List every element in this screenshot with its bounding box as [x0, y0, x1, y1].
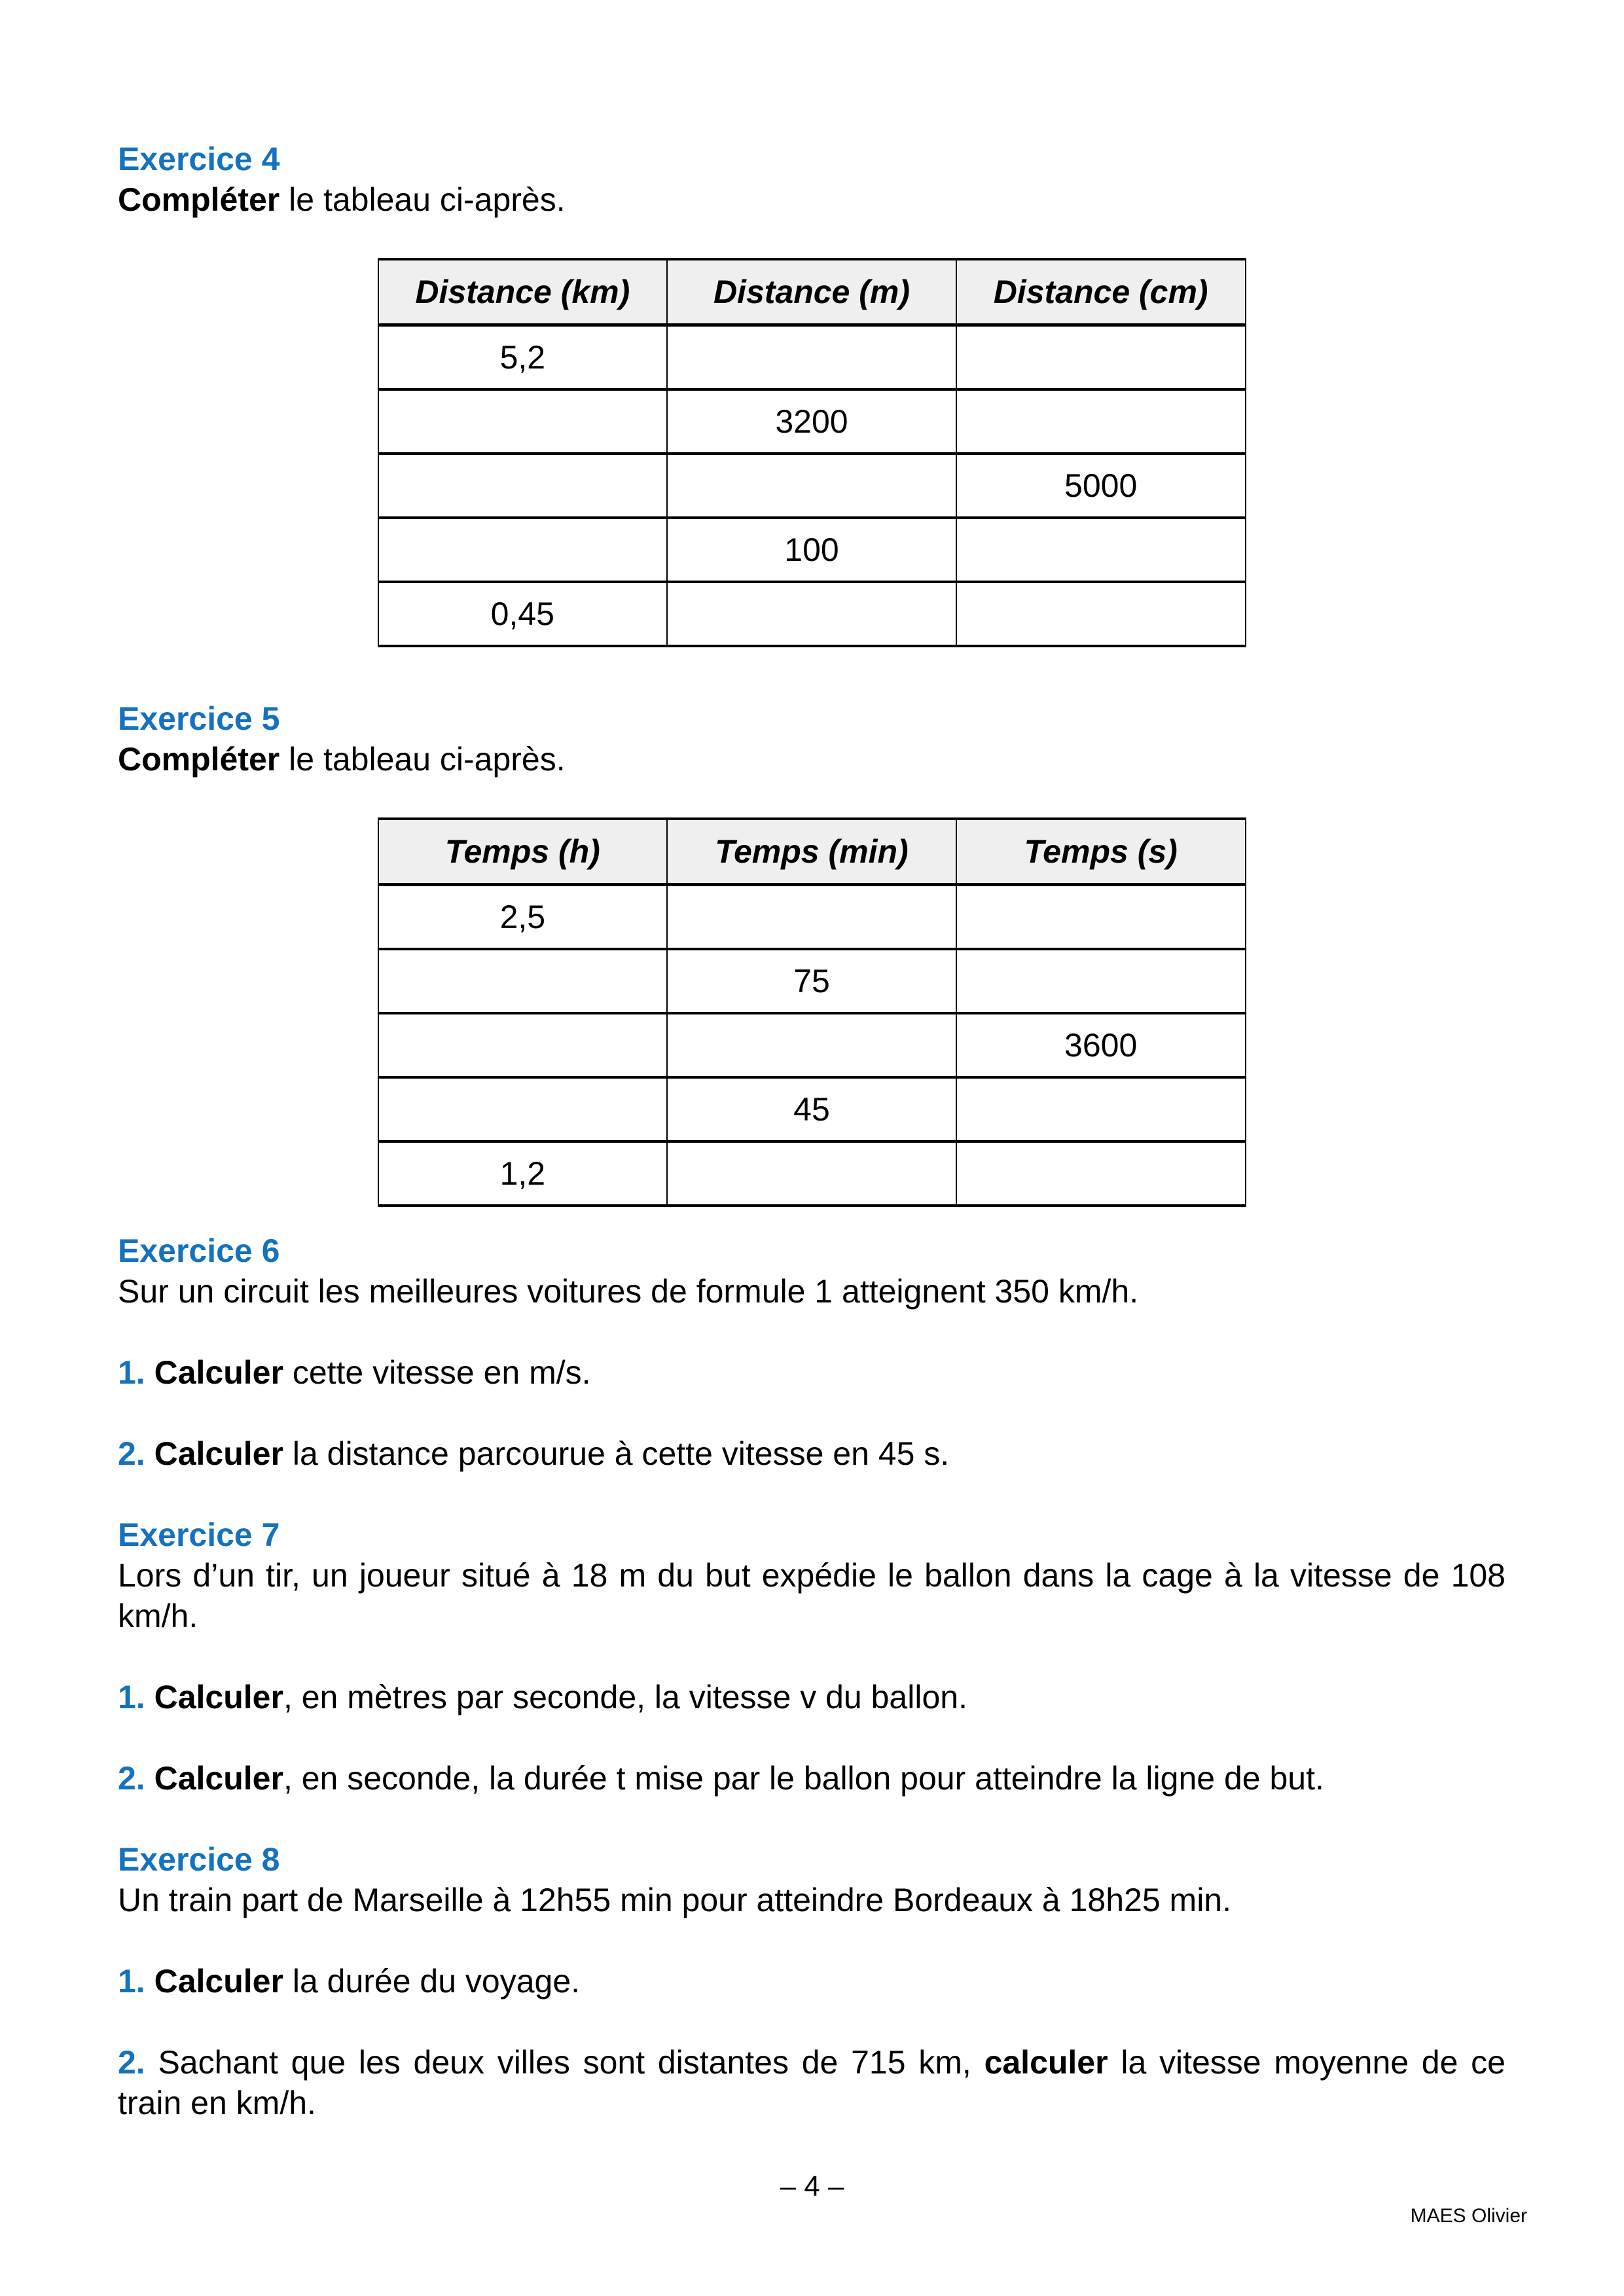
- table-cell: [956, 885, 1246, 950]
- exercise-5-section: [118, 698, 1506, 1207]
- intro-rest-text: le tableau ci-après.: [280, 741, 566, 778]
- intro-bold-verb: Compléter: [118, 181, 280, 218]
- item-pre-text: Sachant que les deux villes sont distantes de 715 km,: [145, 2044, 984, 2081]
- table-row: [378, 454, 1246, 518]
- table-cell: [667, 325, 956, 390]
- item-bold-verb: calculer: [984, 2044, 1108, 2081]
- exercise-4-title: Exercice 4: [118, 141, 280, 177]
- item-rest-text: , en mètres par seconde, la vitesse v du ballon.: [283, 1679, 967, 1715]
- table-cell: [956, 518, 1246, 582]
- item-rest-text: la durée du voyage.: [283, 1963, 581, 2000]
- exercise-7-statement: Lors d’un tir, un joueur situé à 18 m du but expédie le ballon dans la cage à la vitesse de 108 km/h.: [118, 1557, 1506, 1634]
- header-cell-distance-km: Distance (km): [378, 259, 668, 325]
- exercise-8-item-1: [118, 1961, 1506, 2001]
- header-cell-time-s: Temps (s): [956, 819, 1246, 885]
- item-pre-text: [145, 1963, 154, 2000]
- item-number: 2.: [118, 1435, 145, 1472]
- table-cell: 5,2: [378, 325, 668, 390]
- item-bold-verb: Calculer: [154, 1963, 283, 2000]
- author-name: MAES Olivier: [1410, 2205, 1527, 2227]
- item-pre-text: [145, 1354, 154, 1391]
- table-cell: 5000: [956, 454, 1246, 518]
- item-rest-text: la distance parcourue à cette vitesse en 45 s.: [283, 1435, 950, 1472]
- item-bold-verb: Calculer: [154, 1760, 283, 1797]
- item-bold-verb: Calculer: [154, 1679, 283, 1715]
- distance-conversion-table: [378, 258, 1246, 647]
- table-cell: [667, 885, 956, 950]
- distance-table-body: [378, 325, 1246, 647]
- table-cell: [378, 1077, 668, 1141]
- exercise-6-statement: Sur un circuit les meilleures voitures de formule 1 atteignent 350 km/h.: [118, 1273, 1139, 1310]
- table-row: [378, 1013, 1246, 1077]
- item-rest-text: la vitesse moyenne de ce train en km/h.: [118, 2044, 1506, 2121]
- item-pre-text: [145, 1679, 154, 1715]
- table-row: [378, 325, 1246, 390]
- item-number: 1.: [118, 1963, 145, 2000]
- time-conversion-table: [378, 817, 1246, 1207]
- intro-rest-text: le tableau ci-après.: [280, 181, 566, 218]
- table-cell: [956, 1077, 1246, 1141]
- table-row: [378, 582, 1246, 646]
- item-number: 1.: [118, 1354, 145, 1391]
- item-pre-text: [145, 1760, 154, 1797]
- table-row: [378, 1077, 1246, 1141]
- exercise-6-section: [118, 1230, 1506, 1474]
- table-header-row: [378, 819, 1246, 885]
- distance-table-header: [378, 259, 1246, 325]
- table-cell: 3200: [667, 389, 956, 454]
- table-cell: [667, 582, 956, 646]
- exercise-7-item-1: [118, 1677, 1506, 1717]
- item-bold-verb: Calculer: [154, 1354, 283, 1391]
- table-cell: [667, 454, 956, 518]
- table-cell: 3600: [956, 1013, 1246, 1077]
- table-row: [378, 389, 1246, 454]
- header-cell-time-min: Temps (min): [667, 819, 956, 885]
- item-number: 1.: [118, 1679, 145, 1715]
- table-row: [378, 518, 1246, 582]
- exercise-5-intro: [118, 739, 1506, 780]
- page-number: – 4 –: [780, 2170, 844, 2202]
- table-header-row: [378, 259, 1246, 325]
- exercise-8-statement: Un train part de Marseille à 12h55 min pour atteindre Bordeaux à 18h25 min.: [118, 1882, 1232, 1918]
- table-cell: [956, 325, 1246, 390]
- table-cell: 1,2: [378, 1141, 668, 1206]
- table-cell: 75: [667, 949, 956, 1013]
- exercise-6-title: Exercice 6: [118, 1232, 280, 1269]
- exercise-4-section: [118, 139, 1506, 647]
- time-table-body: [378, 885, 1246, 1206]
- exercise-4-intro: [118, 179, 1506, 220]
- table-cell: [956, 1141, 1246, 1206]
- table-cell: 100: [667, 518, 956, 582]
- time-table-header: [378, 819, 1246, 885]
- exercise-7-item-2: [118, 1758, 1506, 1799]
- table-cell: [667, 1141, 956, 1206]
- item-rest-text: cette vitesse en m/s.: [283, 1354, 591, 1391]
- item-bold-verb: Calculer: [154, 1435, 283, 1472]
- exercise-8-section: [118, 1839, 1506, 2123]
- table-cell: [378, 949, 668, 1013]
- header-cell-distance-cm: Distance (cm): [956, 259, 1246, 325]
- table-cell: [956, 949, 1246, 1013]
- exercise-6-item-2: [118, 1433, 1506, 1474]
- table-cell: [378, 389, 668, 454]
- exercise-7-section: [118, 1515, 1506, 1799]
- exercise-6-item-1: [118, 1352, 1506, 1393]
- table-cell: [956, 389, 1246, 454]
- table-cell: 2,5: [378, 885, 668, 950]
- item-rest-text: , en seconde, la durée t mise par le ballon pour atteindre la ligne de but.: [283, 1760, 1324, 1797]
- table-cell: 0,45: [378, 582, 668, 646]
- item-number: 2.: [118, 2044, 145, 2081]
- header-cell-time-h: Temps (h): [378, 819, 668, 885]
- header-cell-distance-m: Distance (m): [667, 259, 956, 325]
- item-pre-text: [145, 1435, 154, 1472]
- table-cell: [667, 1013, 956, 1077]
- item-number: 2.: [118, 1760, 145, 1797]
- table-cell: [956, 582, 1246, 646]
- exercise-8-item-2: [118, 2042, 1506, 2123]
- table-row: [378, 949, 1246, 1013]
- intro-bold-verb: Compléter: [118, 741, 280, 778]
- exercise-8-title: Exercice 8: [118, 1841, 280, 1878]
- table-cell: [378, 1013, 668, 1077]
- table-cell: 45: [667, 1077, 956, 1141]
- exercise-5-title: Exercice 5: [118, 700, 280, 737]
- table-row: [378, 885, 1246, 950]
- exercise-7-title: Exercice 7: [118, 1516, 280, 1553]
- table-cell: [378, 518, 668, 582]
- table-cell: [378, 454, 668, 518]
- table-row: [378, 1141, 1246, 1206]
